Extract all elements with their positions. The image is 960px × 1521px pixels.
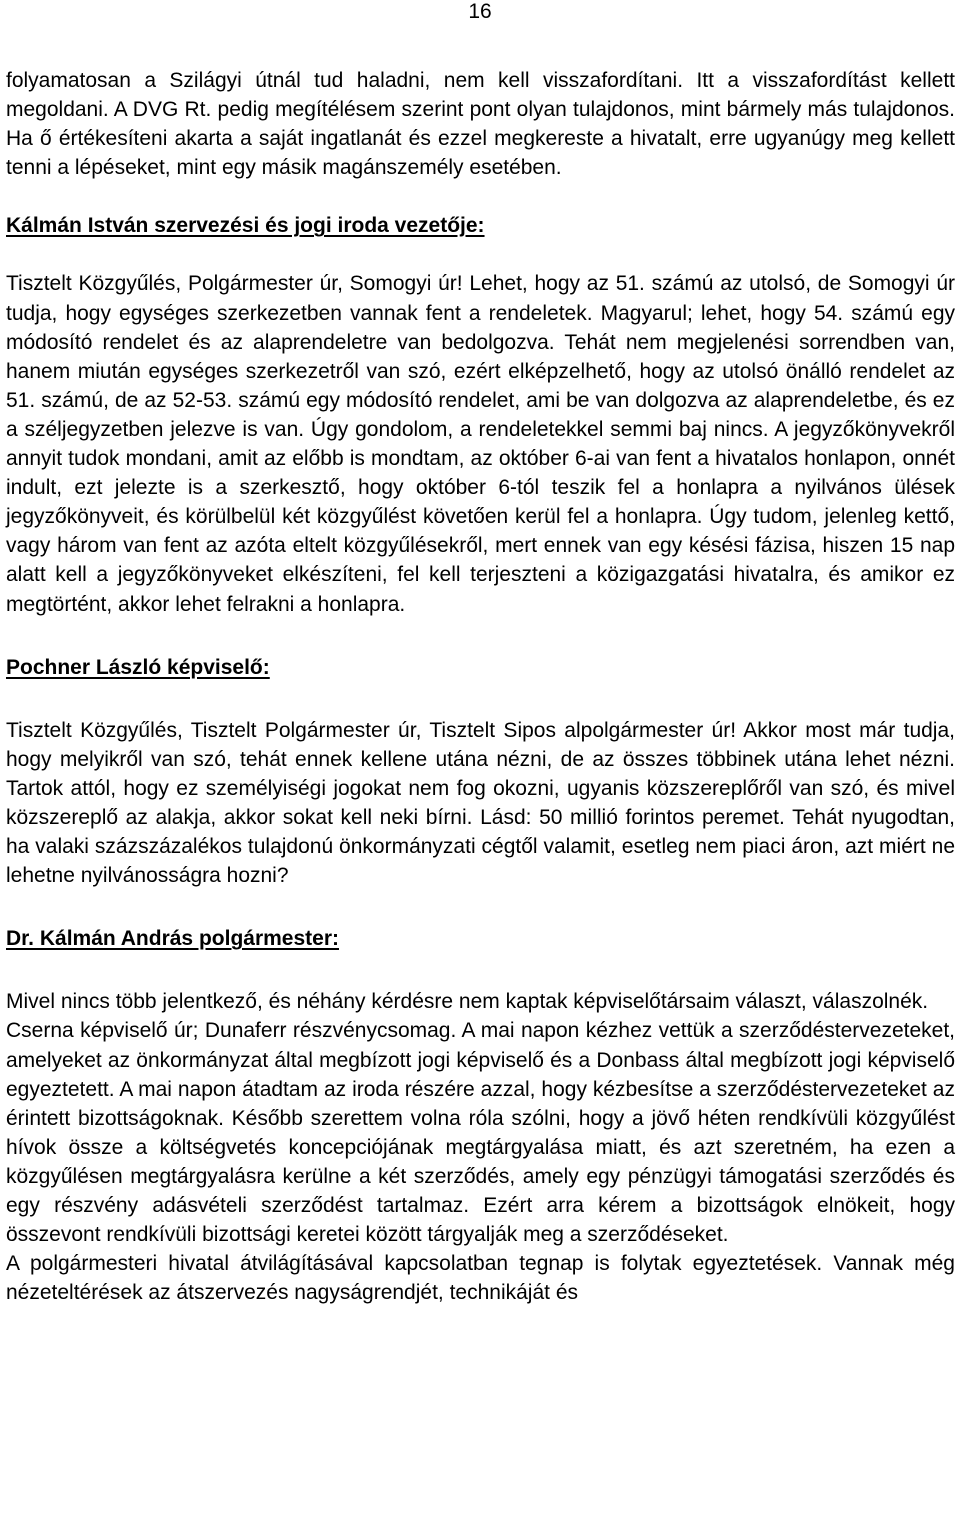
spacer	[6, 619, 955, 653]
document-body	[6, 66, 955, 1307]
page-number: 16	[468, 0, 492, 23]
paragraph: folyamatosan a Szilágyi útnál tud haladni, nem kell visszafordítani. Itt a visszafordítást kellett megoldani. A DVG Rt. pedig megítélésem szerint pont olyan tulajdonos, mint bármely más tulajdonos. Ha ő értékesíteni akarta a saját ingatlanát és ezzel megkereste a hivatalt, erre ugyanúgy meg kellett tenni a lépéseket, mint egy másik magánszemély esetében.	[6, 69, 955, 180]
speaker-heading: Kálmán István szervezési és jogi iroda vezetője:	[6, 214, 485, 238]
spacer	[6, 953, 955, 987]
spacer	[6, 240, 955, 269]
paragraph: Tisztelt Közgyűlés, Polgármester úr, Somogyi úr! Lehet, hogy az 51. számú az utolsó, de Somogyi úr tudja, hogy egységes szerkezetben vannak fent a rendeletek. Magyarul; lehet, hogy 54. számú egy módosító rendelet és az alaprendeletre van bedolgozva. Tehát nem megjelenési sorrendben van, hanem miután egységes szerkezetről van szó, ezért elképzelhető, hogy az utolsó önálló rendelet az 51. számú, de az 52-53. számú egy módosító rendelet, ami be van dolgozva az alaprendeletbe, és ez a széljegyzetben jelezve is van. Úgy gondolom, a rendeletekkel semmi baj nincs. A jegyzőkönyvekről annyit tudok mondani, amit az előbb is mondtam, az október 6-ai van fent a hivatalos honlapon, onnét indult, ezt jelezte is a szerkesztő, hogy október 6-tól teszik fel a honlapra a nyilvános ülések jegyzőkönyveit, és körülbelül két közgyűlést követően kerül fel a honlapra. Úgy tudom, jelenleg kettő, vagy három van fent az azóta eltelt közgyűlésekről, mert ennek van egy késési fázisa, hiszen 15 nap alatt kell a jegyzőkönyveket elkészíteni, fel kell terjeszteni a közigazgatási hivatalra, és amikor ez megtörtént, akkor lehet felrakni a honlapra.	[6, 272, 955, 616]
spacer	[6, 682, 955, 716]
speaker-heading: Dr. Kálmán András polgármester:	[6, 927, 339, 951]
paragraph: Mivel nincs több jelentkező, és néhány kérdésre nem kaptak képviselőtársaim választ, válaszolnék.	[6, 990, 929, 1014]
spacer	[6, 890, 955, 924]
paragraph: A polgármesteri hivatal átvilágításával kapcsolatban tegnap is folytak egyeztetések. Vannak még nézeteltérések az átszervezés nagyságrendjét, technikáját és	[6, 1252, 955, 1305]
paragraph: Tisztelt Közgyűlés, Tisztelt Polgármester úr, Tisztelt Sipos alpolgármester úr! Akkor most már tudja, hogy melyikről van szó, tehát ennek kellene utána nézni, de az összes többinek utána lehet nézni. Tartok attól, hogy ez személyiségi jogokat nem fog okozni, ugyanis közszereplőről van szó, és mivel közszereplő az alakja, akkor sokat kell neki bírni. Lásd: 50 millió forintos peremet. Tehát nyugodtan, ha valaki százszázalékos tulajdonú önkormányzati cégtől valamit, esetleg nem piaci áron, azt miért ne lehetne nyilvánosságra hozni?	[6, 718, 955, 888]
paragraph: Cserna képviselő úr; Dunaferr részvénycsomag. A mai napon kézhez vettük a szerződéstervezeteket, amelyeket az önkormányzat által megbízott jogi képviselő és a Donbass által megbízott jogi képviselő egyeztetett. A mai napon átadtam az iroda részére azzal, hogy kézbesítse a szerződéstervezeteket az érintett bizottságoknak. Később szerettem volna róla szólni, hogy a jövő héten rendkívüli közgyűlést hívok össze a költségvetés koncepciójának megtárgyalása miatt, és azt szeretném, ha ezen a közgyűlésen megtárgyalásra kerülne a két szerződés, amely egy pénzügyi támogatási szerződés és egy részvény adásvételi szerződést tartalmaz. Ezért arra kérem a bizottságok elnökeit, hogy összevont rendkívüli bizottsági keretei között tárgyalják meg a szerződéseket.	[6, 1019, 955, 1247]
spacer	[6, 182, 955, 211]
speaker-heading: Pochner László képviselő:	[6, 655, 270, 679]
